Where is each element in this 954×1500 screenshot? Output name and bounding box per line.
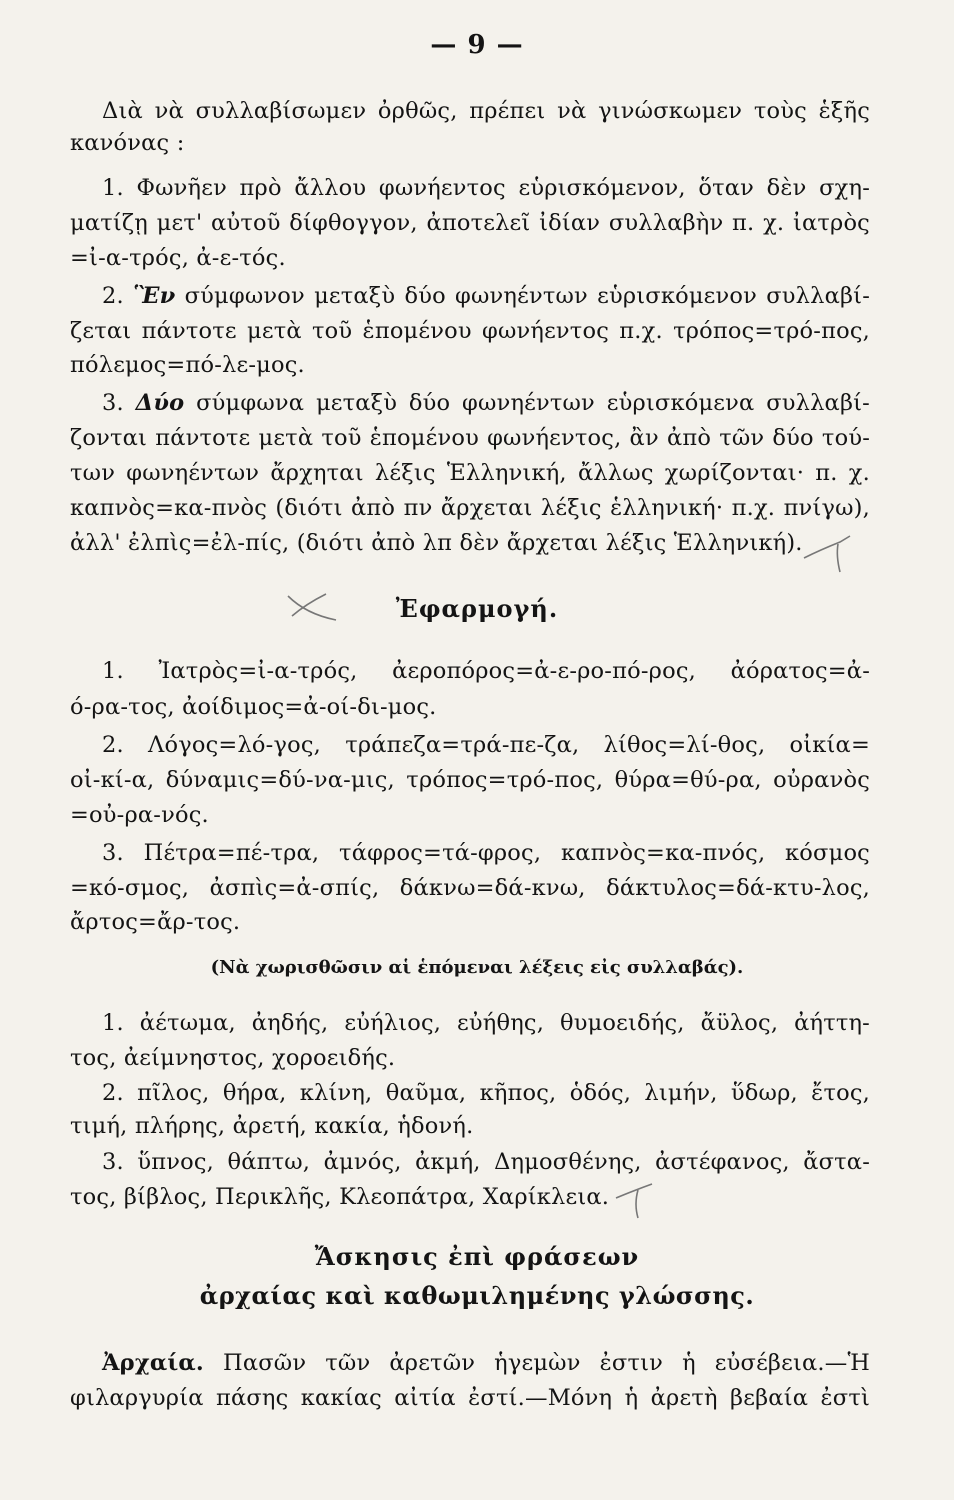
pencil-check-mark-2: [612, 1180, 658, 1222]
ancient-label: Ἀρχαία.: [102, 1350, 204, 1376]
exercise-heading-line-2: ἀρχαίας καὶ καθωμιλημένης γλώσσης.: [199, 1281, 755, 1310]
rule3-line-2: ζονται πάντοτε μετὰ τοῦ ἑπομένου φωνήεντος, ἂν ἀπὸ τῶν δύο τού-: [70, 425, 870, 451]
app2-line-1: 2. Λόγος=λό-γος, τράπεζα=τρά-πε-ζα, λίθος=λί-θος, οἰκία=: [102, 732, 870, 758]
rule3-number: 3.: [102, 390, 124, 416]
ex2-line-2: τιμή, πλήρης, ἀρετή, κακία, ἡδονή.: [70, 1113, 474, 1139]
ex1-line-2: τος, ἀείμνηστος, χοροειδής.: [70, 1045, 396, 1071]
intro-line-2: κανόνας :: [70, 130, 185, 156]
rule3-line-1: [102, 388, 870, 418]
rule3-line-4: καπνὸς=κα-πνὸς (διότι ἀπὸ πν ἄρχεται λέξις ἑλληνική· π.χ. πνίγω),: [70, 495, 870, 521]
rule2-number: 2.: [102, 283, 124, 309]
pencil-check-mark: [800, 528, 860, 578]
rule3-line-3: των φωνηέντων ἄρχηται λέξις Ἑλληνική, ἄλλως χωρίζονται· π. χ.: [70, 460, 870, 486]
app3-line-2: =κό-σμος, ἀσπὶς=ἀ-σπίς, δάκνω=δά-κνω, δάκτυλος=δά-κτυ-λος,: [70, 875, 870, 901]
rule3-lead-word: Δύο: [135, 390, 185, 416]
intro-line-1: Διὰ νὰ συλλαβίσωμεν ὀρθῶς, πρέπει νὰ γινώσκωμεν τοὺς ἑξῆς: [102, 98, 870, 124]
rule3-line-5: ἀλλ' ἐλπὶς=ἐλ-πίς, (διότι ἀπὸ λπ δὲν ἄρχεται λέξις Ἑλληνική).: [70, 530, 803, 556]
exercise-heading-line-1: Ἄσκησις ἐπὶ φράσεων: [314, 1242, 640, 1271]
rule2-text: σύμφωνον μεταξὺ δύο φωνηέντων εὑρισκόμενον συλλαβί-: [184, 283, 870, 309]
ex3-line-2: τος, βίβλος, Περικλῆς, Κλεοπάτρα, Χαρίκλεια.: [70, 1184, 610, 1210]
rule1-line-1: 1. Φωνῆεν πρὸ ἄλλου φωνήεντος εὑρισκόμενον, ὅταν δὲν σχη-: [102, 175, 870, 201]
application-heading: Ἐφαρμογή.: [395, 594, 559, 623]
app3-line-1: 3. Πέτρα=πέ-τρα, τάφρος=τά-φρος, καπνὸς=κα-πνός, κόσμος: [102, 840, 870, 866]
rule1-line-2: ματίζῃ μετ' αὐτοῦ δίφθογγον, ἀποτελεῖ ἰδίαν συλλαβὴν π. χ. ἰατρὸς: [70, 210, 870, 236]
rule2-line-2: ζεται πάντοτε μετὰ τοῦ ἑπομένου φωνήεντος π.χ. τρόπος=τρό-πος,: [70, 318, 870, 344]
ex2-line-1: 2. πῖλος, θήρα, κλίνη, θαῦμα, κῆπος, ὁδός, λιμήν, ὕδωρ, ἔτος,: [102, 1080, 870, 1106]
ancient-text-1: Πασῶν τῶν ἀρετῶν ἡγεμὼν ἐστιν ἡ εὐσέβεια.—Ἡ: [223, 1350, 870, 1376]
app2-line-3: =οὐ-ρα-νός.: [70, 802, 209, 828]
app1-line-2: ό-ρα-τος, ἀοίδιμος=ἀ-οί-δι-μος.: [70, 694, 437, 720]
app3-line-3: ἄρτος=ἄρ-τος.: [70, 909, 241, 935]
app1-line-1: 1. Ἰατρὸς=ἰ-α-τρός, ἀεροπόρος=ἀ-ε-ρο-πό-ρος, ἀόρατος=ἀ-: [102, 658, 870, 684]
ancient-line-1: [102, 1348, 870, 1378]
page-number: — 9 —: [430, 30, 524, 60]
ex3-line-1: 3. ὕπνος, θάπτω, ἀμνός, ἀκμή, Δημοσθένης, ἀστέφανος, ἄστα-: [102, 1149, 870, 1175]
rule2-line-1: [102, 281, 870, 311]
rule2-line-3: πόλεμος=πό-λε-μος.: [70, 352, 305, 378]
app2-line-2: οἰ-κί-α, δύναμις=δύ-να-μις, τρόπος=τρό-πος, θύρα=θύ-ρα, οὐρανὸς: [70, 767, 870, 793]
ex1-line-1: 1. ἀέτωμα, ἀηδής, εὐήλιος, εὐήθης, θυμοειδής, ἄϋλος, ἀήττη-: [102, 1010, 870, 1036]
rule2-lead-word: Ἓν: [133, 283, 176, 309]
exercise-instruction: (Νὰ χωρισθῶσιν αἱ ἑπόμεναι λέξεις εἰς συλλαβάς).: [210, 957, 744, 978]
ancient-line-2: φιλαργυρία πάσης κακίας αἰτία ἐστί.—Μόνη ἡ ἀρετὴ βεβαία ἐστὶ: [70, 1385, 870, 1411]
rule1-line-3: =ἰ-α-τρός, ἀ-ε-τός.: [70, 245, 286, 271]
rule3-text: σύμφωνα μεταξὺ δύο φωνηέντων εὑρισκόμενα συλλαβί-: [196, 390, 870, 416]
